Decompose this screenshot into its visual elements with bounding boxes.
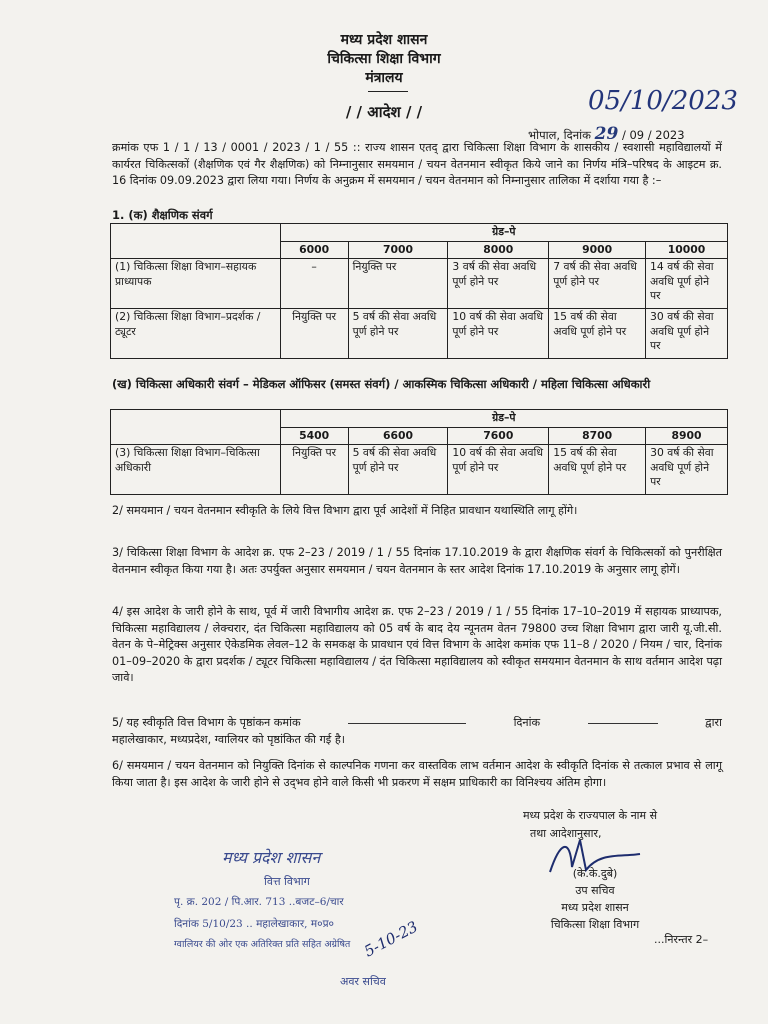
table-cell: नियुक्ति पर bbox=[348, 259, 448, 309]
signatory-designation: उप सचिव bbox=[575, 884, 615, 897]
table1-blank-head bbox=[111, 224, 281, 259]
table2-pay-col: 8700 bbox=[549, 427, 646, 445]
table-cell: 10 वर्ष की सेवा अवधि पूर्ण होने पर bbox=[448, 309, 549, 359]
order-heading: / / आदेश / / bbox=[345, 103, 423, 121]
stamp-footer: अवर सचिव bbox=[340, 975, 386, 988]
table-academic-cadre bbox=[110, 223, 728, 359]
row-label: (3) चिकित्सा शिक्षा विभाग–चिकित्सा अधिकारी bbox=[111, 445, 281, 495]
table2-blank-head bbox=[111, 410, 281, 445]
paragraph-4: 4/ इस आदेश के जारी होने के साथ, पूर्व में जारी विभागीय आदेश क्र. एफ 2–23 / 2019 / 1 / 55 दिनांक 17–10–2019 में सहायक प्राध्यापक, चिकित्सा महाविद्यालय / लेक्चरार, दंत चिकित्सा महाविद्यालय को 05 वर्ष के बाद देय न्यूनतम वेतन 79800 उच्च शिक्षा विभाग द्वारा जारी यू.जी.सी. वेतन के पे–मेट्रिक्स अनुसार ऐकेडमिक लेवल–12 के समकक्ष के प्रावधान एवं वित्त विभाग के आदेश कमांक एफ 11–8 / 2020 / नियम / चार, दिनांक 01–09–2020 के द्वारा प्रदर्शक / ट्यूटर चिकित्सा महाविद्यालय / दंत चिकित्सा महाविद्यालय को स्वीकृत समयमान वेतनमान के साथ वर्तमान आदेश पढ़ा जावे। bbox=[112, 605, 722, 684]
table-cell: – bbox=[280, 259, 348, 309]
stamp-ref-line: पृ. क्र. 202 / पि.आर. 713 ..बजट–6/चार bbox=[174, 896, 344, 908]
place-date-prefix: भोपाल, दिनांक bbox=[528, 128, 591, 142]
handwritten-date: 05/10/2023 bbox=[588, 86, 738, 116]
stamp-date-line: दिनांक 5/10/23 .. महालेखाकार, म०प्र० bbox=[174, 918, 334, 930]
section1-title: 1. (क) शैक्षणिक संवर्ग bbox=[112, 208, 213, 222]
paragraph-5-part1: 5/ यह स्वीकृति वित्त विभाग के पृष्ठांकन कमांक bbox=[112, 716, 301, 729]
table-cell: 14 वर्ष की सेवा अवधि पूर्ण होने पर bbox=[646, 259, 728, 309]
intro-paragraph: क्रमांक एफ 1 / 1 / 13 / 0001 / 2023 / 1 / 55 :: राज्य शासन एतद् द्वारा चिकित्सा शिक्षा विभाग के शासकीय / स्वशासी महाविद्यालयों में कार्यरत चिकित्सकों (शैक्षणिक एवं गैर शैक्षणिक) को निम्नानुसार समयमान / चयन वेतनमान स्वीकृत किये जाने का निर्णय मंत्रि–परिषद के आइटम क्र. 16 दिनांक 09.09.2023 द्वारा लिया गया। निर्णय के अनुक्रम में समयमान / चयन वेतनमान को निम्नानुसार तालिका में दर्शाया गया है :– bbox=[112, 141, 722, 187]
signatory-govt: मध्य प्रदेश शासन bbox=[561, 901, 629, 914]
table2-grade-pay-label: ग्रेड–पे bbox=[280, 410, 727, 428]
stamp-subtitle: वित्त विभाग bbox=[264, 875, 310, 888]
table2-pay-col: 8900 bbox=[646, 427, 728, 445]
table-cell: नियुक्ति पर bbox=[280, 445, 348, 495]
blank-line bbox=[588, 722, 658, 724]
row-label: (2) चिकित्सा शिक्षा विभाग–प्रदर्शक / ट्यूटर bbox=[111, 309, 281, 359]
governor-line1: मध्य प्रदेश के राज्यपाल के नाम से bbox=[522, 809, 658, 822]
table2-pay-col: 7600 bbox=[448, 427, 549, 445]
ministry-title: मंत्रालय bbox=[365, 70, 403, 86]
row-label: (1) चिकित्सा शिक्षा विभाग–सहायक प्राध्यापक bbox=[111, 259, 281, 309]
table-cell: 7 वर्ष की सेवा अवधि पूर्ण होने पर bbox=[549, 259, 646, 309]
table1-pay-col: 7000 bbox=[348, 241, 448, 259]
table-row bbox=[111, 309, 728, 359]
table-medical-officer-cadre bbox=[110, 409, 728, 495]
place-date-suffix: / 09 / 2023 bbox=[621, 128, 685, 142]
table1-pay-col: 10000 bbox=[646, 241, 728, 259]
table-row bbox=[111, 445, 728, 495]
paragraph-5-line2: महालेखाकार, मध्यप्रदेश, ग्वालियर को पृष्ठांकित की गई है। bbox=[112, 732, 346, 746]
continued-marker: ...निरन्तर 2– bbox=[654, 933, 709, 946]
table-cell: 15 वर्ष की सेवा अवधि पूर्ण होने पर bbox=[549, 445, 646, 495]
table1-pay-col: 6000 bbox=[280, 241, 348, 259]
paragraph-5 bbox=[112, 715, 722, 748]
paragraph-5-part2: दिनांक bbox=[513, 716, 541, 729]
signatory-dept: चिकित्सा शिक्षा विभाग bbox=[550, 918, 640, 931]
table-cell: 15 वर्ष की सेवा अवधि पूर्ण होने पर bbox=[549, 309, 646, 359]
blank-line bbox=[348, 722, 466, 724]
paragraph-6: 6/ समयमान / चयन वेतनमान को नियुक्ति दिनांक से काल्पनिक गणना कर वास्तविक लाभ वर्तमान आदेश के स्वीकृति दिनांक से तत्काल प्रभाव से लागू किया जाता है। इस आदेश के जारी होने से उद्‌भव होने वाले किसी भी प्रकरण में सक्षम प्राधिकारी का विनिश्चय अंतिम होगा। bbox=[112, 759, 722, 789]
govt-title: मध्य प्रदेश शासन bbox=[340, 32, 428, 48]
table-cell: 5 वर्ष की सेवा अवधि पूर्ण होने पर bbox=[348, 309, 448, 359]
section2-title: (ख) चिकित्सा अधिकारी संवर्ग – मेडिकल ऑफिसर (समस्त संवर्ग) / आकस्मिक चिकित्सा अधिकारी / महिला चिकित्सा अधिकारी bbox=[112, 377, 651, 391]
governor-line2: तथा आदेशानुसार, bbox=[530, 827, 602, 840]
finance-stamp bbox=[174, 846, 474, 989]
paragraph-2: 2/ समयमान / चयन वेतनमान स्वीकृति के लिये वित्त विभाग द्वारा पूर्व आदेशों में निहित प्रावधान यथास्थिति लागू होंगे। bbox=[112, 504, 578, 517]
table-cell: 30 वर्ष की सेवा अवधि पूर्ण होने पर bbox=[646, 309, 728, 359]
signatory-name: (के.के.दुबे) bbox=[572, 867, 618, 880]
table2-pay-col: 6600 bbox=[348, 427, 448, 445]
paragraph-5-part3: द्वारा bbox=[705, 716, 722, 729]
table-cell: 5 वर्ष की सेवा अवधि पूर्ण होने पर bbox=[348, 445, 448, 495]
header-divider bbox=[368, 91, 408, 92]
department-title: चिकित्सा शिक्षा विभाग bbox=[327, 51, 441, 67]
paragraph-3: 3/ चिकित्सा शिक्षा विभाग के आदेश क्र. एफ 2–23 / 2019 / 1 / 55 दिनांक 17.10.2019 के द्वारा शैक्षणिक संवर्ग के चिकित्सकों को पुनरीक्षित वेतनमान स्वीकृत किया गया है। अतः उपर्युक्त अनुसार समयमान / चयन वेतनमान के स्तर आदेश दिनांक 17.10.2019 के अनुसार लागू होगें। bbox=[112, 546, 722, 576]
place-date-day: 29 bbox=[594, 124, 619, 144]
table1-pay-col: 8000 bbox=[448, 241, 549, 259]
table-cell: 3 वर्ष की सेवा अवधि पूर्ण होने पर bbox=[448, 259, 549, 309]
table1-pay-col: 9000 bbox=[549, 241, 646, 259]
table-cell: नियुक्ति पर bbox=[280, 309, 348, 359]
table-cell: 30 वर्ष की सेवा अवधि पूर्ण होने पर bbox=[646, 445, 728, 495]
table-row bbox=[111, 259, 728, 309]
table1-grade-pay-label: ग्रेड–पे bbox=[280, 224, 727, 242]
table2-pay-col: 5400 bbox=[280, 427, 348, 445]
stamp-forward-line: ग्वालियर की ओर एक अतिरिक्त प्रति सहित अग्रेषित bbox=[174, 939, 351, 950]
stamp-handwritten-date: 5-10-23 bbox=[361, 917, 421, 961]
table-cell: 10 वर्ष की सेवा अवधि पूर्ण होने पर bbox=[448, 445, 549, 495]
stamp-title: मध्य प्रदेश शासन bbox=[222, 848, 321, 867]
